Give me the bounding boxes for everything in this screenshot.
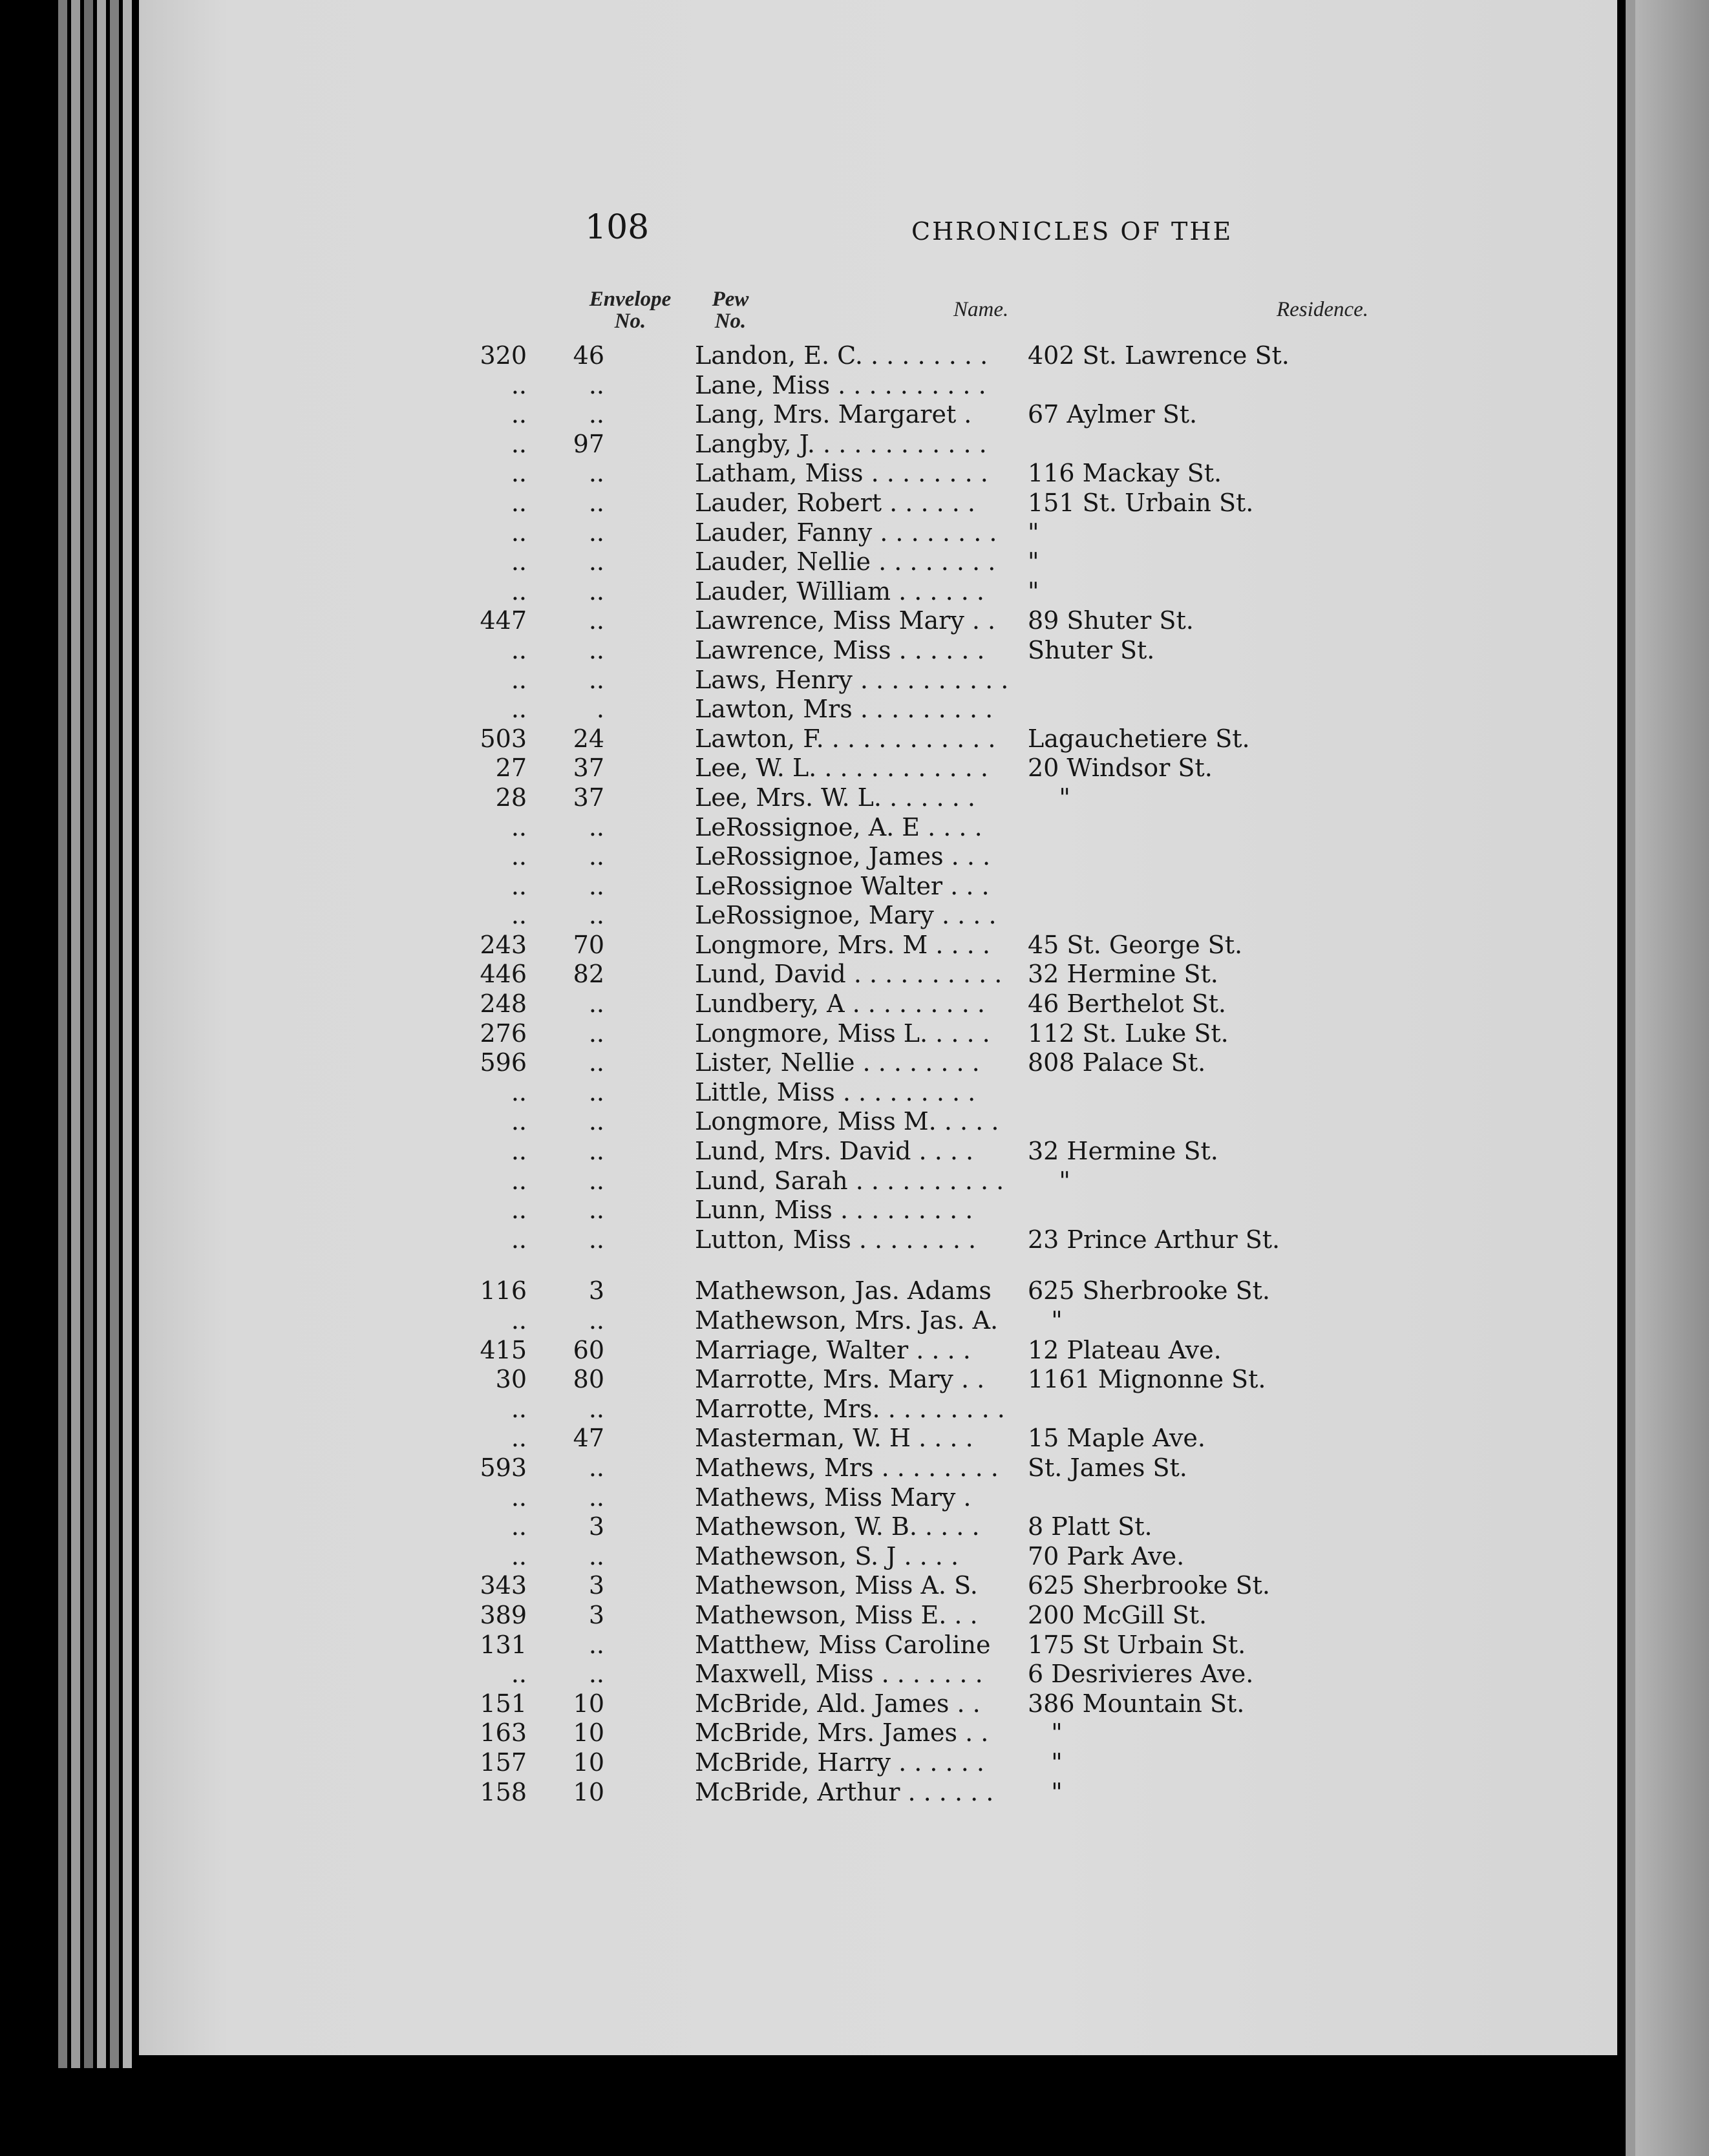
member-name: Latham, Miss . . . . . . . .: [695, 459, 988, 488]
pew-number: 82: [573, 960, 604, 989]
member-name: Lang, Mrs. Margaret .: [695, 400, 972, 429]
pew-number: 37: [573, 754, 604, 783]
list-row: [139, 1225, 1619, 1255]
envelope-number: ..: [511, 842, 527, 871]
list-row: [139, 1395, 1619, 1424]
list-row: [139, 813, 1619, 843]
member-name: Lundbery, A . . . . . . . . .: [695, 989, 985, 1019]
page-edge: [97, 0, 106, 2068]
residence: ": [1028, 547, 1039, 576]
member-name: Mathewson, Miss A. S.: [695, 1571, 978, 1600]
list-row: [139, 1571, 1619, 1601]
member-name: Longmore, Miss M. . . . .: [695, 1107, 999, 1136]
list-row: [139, 842, 1619, 872]
envelope-number: ..: [511, 812, 527, 841]
list-row: [139, 931, 1619, 960]
envelope-number: 389: [480, 1600, 527, 1629]
list-row: [139, 518, 1619, 548]
pew-number: 3: [588, 1600, 604, 1629]
residence: 625 Sherbrooke St.: [1028, 1571, 1270, 1600]
member-name: LeRossignoe, James . . .: [695, 842, 991, 871]
envelope-number: ..: [511, 459, 527, 488]
list-row: [139, 1778, 1619, 1808]
envelope-number: ..: [511, 1483, 527, 1512]
envelope-number: ..: [511, 1660, 527, 1689]
pew-number: ..: [588, 1077, 604, 1106]
list-row: [139, 666, 1619, 695]
member-name: Lawrence, Miss . . . . . .: [695, 635, 985, 664]
residence: 6 Desrivieres Ave.: [1028, 1660, 1254, 1689]
member-name: McBride, Mrs. James . .: [695, 1718, 989, 1748]
envelope-number: ..: [511, 635, 527, 664]
pew-number: ..: [588, 1394, 604, 1423]
list-row: [139, 1137, 1619, 1167]
residence: 15 Maple Ave.: [1028, 1424, 1205, 1453]
envelope-number: 243: [480, 930, 527, 959]
member-name: Lawrence, Miss Mary . .: [695, 606, 996, 635]
pew-number: ..: [588, 1541, 604, 1570]
pew-number: 70: [573, 930, 604, 959]
envelope-number: 30: [495, 1365, 527, 1394]
member-name: Lee, W. L. . . . . . . . . . . .: [695, 754, 988, 783]
residence: 12 Plateau Ave.: [1028, 1335, 1222, 1364]
envelope-number: 343: [480, 1571, 527, 1600]
list-row: [139, 1748, 1619, 1778]
envelope-number: 447: [480, 606, 527, 635]
member-name: Lauder, Robert . . . . . .: [695, 488, 976, 517]
pew-number: 37: [573, 783, 604, 812]
member-name: Longmore, Mrs. M . . . .: [695, 930, 990, 959]
member-name: Mathews, Miss Mary .: [695, 1483, 971, 1512]
envelope-number: 131: [480, 1630, 527, 1659]
column-header-pew: [695, 288, 766, 332]
envelope-number: ..: [511, 370, 527, 399]
pew-number: 3: [588, 1512, 604, 1541]
list-row: [139, 606, 1619, 636]
list-row: [139, 1631, 1619, 1660]
pew-number: 24: [573, 724, 604, 753]
member-name: McBride, Ald. James . .: [695, 1689, 981, 1718]
pew-number: ..: [588, 1660, 604, 1689]
member-name: McBride, Arthur . . . . . .: [695, 1777, 994, 1806]
residence: 20 Windsor St.: [1028, 754, 1213, 783]
envelope-number: 276: [480, 1019, 527, 1048]
list-row: [139, 1453, 1619, 1483]
list-row: [139, 872, 1619, 902]
residence: ": [1028, 518, 1039, 547]
pew-number: ..: [588, 1196, 604, 1225]
residence: 1161 Mignonne St.: [1028, 1365, 1266, 1394]
envelope-number: ..: [511, 576, 527, 606]
list-row: [139, 1483, 1619, 1513]
envelope-number: ..: [511, 1424, 527, 1453]
list-row: [139, 430, 1619, 460]
envelope-number: ..: [511, 1225, 527, 1254]
envelope-number: 320: [480, 341, 527, 370]
pew-number: ..: [588, 812, 604, 841]
list-row: [139, 1336, 1619, 1366]
page-number: 108: [585, 208, 650, 247]
page-edge: [123, 0, 132, 2068]
pew-number: ..: [588, 1107, 604, 1136]
envelope-number: ..: [511, 400, 527, 429]
envelope-number: 248: [480, 989, 527, 1019]
envelope-number: ..: [511, 1394, 527, 1423]
pew-number: .: [596, 695, 604, 724]
pew-number: 10: [573, 1777, 604, 1806]
pew-number: ..: [588, 1453, 604, 1482]
member-name: Lauder, Nellie . . . . . . . .: [695, 547, 996, 576]
list-row: [139, 1365, 1619, 1395]
pew-number: 10: [573, 1689, 604, 1718]
residence: 23 Prince Arthur St.: [1028, 1225, 1280, 1254]
member-name: Lee, Mrs. W. L. . . . . . .: [695, 783, 975, 812]
pew-number: ..: [588, 1137, 604, 1166]
list-row: [139, 1512, 1619, 1542]
list-row: [139, 1078, 1619, 1108]
residence: ": [1028, 1306, 1063, 1335]
list-row: [139, 636, 1619, 666]
pew-number: 60: [573, 1335, 604, 1364]
list-row: [139, 1196, 1619, 1225]
pew-number: 3: [588, 1571, 604, 1600]
member-name: Lister, Nellie . . . . . . . .: [695, 1048, 980, 1077]
column-header-name: Name.: [953, 298, 1009, 321]
envelope-number: ..: [511, 695, 527, 724]
list-row: [139, 1689, 1619, 1719]
envelope-number: ..: [511, 547, 527, 576]
list-row: [139, 371, 1619, 401]
pew-number: ..: [588, 547, 604, 576]
residence: ": [1028, 576, 1039, 606]
column-header-envelope-line2: No.: [614, 310, 646, 333]
envelope-number: 503: [480, 724, 527, 753]
member-name: McBride, Harry . . . . . .: [695, 1748, 984, 1777]
envelope-number: ..: [511, 1306, 527, 1335]
pew-number: ..: [588, 1048, 604, 1077]
residence: 200 McGill St.: [1028, 1600, 1207, 1629]
envelope-number: ..: [511, 429, 527, 458]
envelope-number: 157: [480, 1748, 527, 1777]
residence: ": [1028, 1166, 1070, 1195]
pew-number: ..: [588, 1225, 604, 1254]
list-row: [139, 1306, 1619, 1336]
pew-number: ..: [588, 1306, 604, 1335]
residence: 46 Berthelot St.: [1028, 989, 1227, 1019]
member-name: Lund, David . . . . . . . . . .: [695, 960, 1003, 989]
residence: 116 Mackay St.: [1028, 459, 1222, 488]
envelope-number: ..: [511, 1137, 527, 1166]
pew-number: 10: [573, 1718, 604, 1748]
envelope-number: 415: [480, 1335, 527, 1364]
envelope-number: ..: [511, 901, 527, 930]
member-name: Landon, E. C. . . . . . . . .: [695, 341, 988, 370]
page-edge: [71, 0, 80, 2068]
list-row: [139, 960, 1619, 989]
member-name: Lauder, Fanny . . . . . . . .: [695, 518, 997, 547]
residence: 67 Aylmer St.: [1028, 400, 1198, 429]
residence: ": [1028, 1748, 1063, 1777]
pew-number: ..: [588, 665, 604, 694]
member-name: LeRossignoe Walter . . .: [695, 871, 990, 900]
pew-number: ..: [588, 1630, 604, 1659]
residence: 32 Hermine St.: [1028, 1137, 1218, 1166]
pew-number: 97: [573, 429, 604, 458]
envelope-number: ..: [511, 1512, 527, 1541]
envelope-number: 163: [480, 1718, 527, 1748]
member-name: Mathews, Mrs . . . . . . . .: [695, 1453, 999, 1482]
envelope-number: ..: [511, 665, 527, 694]
member-name: Lawton, F. . . . . . . . . . . .: [695, 724, 996, 753]
envelope-number: ..: [511, 871, 527, 900]
book-page: [139, 0, 1619, 2055]
member-name: Lane, Miss . . . . . . . . . .: [695, 370, 986, 399]
list-row: [139, 724, 1619, 754]
list-row: [139, 901, 1619, 931]
list-row: [139, 577, 1619, 607]
list-row: [139, 1542, 1619, 1572]
pew-number: ..: [588, 488, 604, 517]
pew-number: ..: [588, 370, 604, 399]
list-row: [139, 989, 1619, 1019]
residence: 8 Platt St.: [1028, 1512, 1152, 1541]
list-row: [139, 695, 1619, 724]
list-row: [139, 1107, 1619, 1137]
residence: 45 St. George St.: [1028, 930, 1243, 959]
member-name: Marrotte, Mrs. Mary . .: [695, 1365, 985, 1394]
member-name: LeRossignoe, Mary . . . .: [695, 901, 997, 930]
list-row: [139, 1660, 1619, 1689]
envelope-number: 28: [495, 783, 527, 812]
pew-number: ..: [588, 901, 604, 930]
envelope-number: ..: [511, 1541, 527, 1570]
list-row: [139, 783, 1619, 813]
pew-number: ..: [588, 606, 604, 635]
facing-page-edge-shade: [1635, 0, 1709, 2156]
pew-number: ..: [588, 1166, 604, 1195]
envelope-number: 596: [480, 1048, 527, 1077]
envelope-number: ..: [511, 1166, 527, 1195]
member-name: Marriage, Walter . . . .: [695, 1335, 971, 1364]
member-name: Laws, Henry . . . . . . . . . .: [695, 665, 1009, 694]
list-row: [139, 1167, 1619, 1196]
residence: Shuter St.: [1028, 635, 1155, 664]
list-row: [139, 1718, 1619, 1748]
column-header-residence: Residence.: [1277, 298, 1369, 321]
member-name: Lund, Mrs. David . . . .: [695, 1137, 974, 1166]
envelope-number: ..: [511, 488, 527, 517]
residence: 625 Sherbrooke St.: [1028, 1276, 1270, 1305]
residence: ": [1028, 1777, 1063, 1806]
column-header-envelope-line1: Envelope: [589, 288, 672, 311]
pew-number: ..: [588, 459, 604, 488]
pew-number: ..: [588, 989, 604, 1019]
residence: 32 Hermine St.: [1028, 960, 1218, 989]
list-row: [139, 1048, 1619, 1078]
list-row: [139, 400, 1619, 430]
envelope-number: 151: [480, 1689, 527, 1718]
envelope-number: 446: [480, 960, 527, 989]
member-name: Mathewson, Miss E. . .: [695, 1600, 978, 1629]
member-name: LeRossignoe, A. E . . . .: [695, 812, 982, 841]
member-name: Maxwell, Miss . . . . . . .: [695, 1660, 983, 1689]
residence: 402 St. Lawrence St.: [1028, 341, 1290, 370]
envelope-number: 116: [480, 1276, 527, 1305]
envelope-number: ..: [511, 518, 527, 547]
envelope-number: 27: [495, 754, 527, 783]
member-name: Marrotte, Mrs. . . . . . . . .: [695, 1394, 1005, 1423]
member-name: Lunn, Miss . . . . . . . . .: [695, 1196, 973, 1225]
pew-number: ..: [588, 871, 604, 900]
residence: St. James St.: [1028, 1453, 1187, 1482]
member-name: Lawton, Mrs . . . . . . . . .: [695, 695, 993, 724]
running-title: CHRONICLES OF THE: [911, 217, 1233, 246]
member-name: Mathewson, Jas. Adams: [695, 1276, 992, 1305]
page-edge: [84, 0, 93, 2068]
list-row: [139, 459, 1619, 489]
member-name: Longmore, Miss L. . . . .: [695, 1019, 990, 1048]
list-row: [139, 1424, 1619, 1453]
column-header-pew-line2: No.: [714, 310, 747, 333]
member-name: Little, Miss . . . . . . . . .: [695, 1077, 976, 1106]
list-row: [139, 1601, 1619, 1631]
residence: Lagauchetiere St.: [1028, 724, 1250, 753]
list-row: [139, 1019, 1619, 1049]
residence: ": [1028, 1718, 1063, 1748]
residence: 808 Palace St.: [1028, 1048, 1206, 1077]
envelope-number: ..: [511, 1196, 527, 1225]
residence: 70 Park Ave.: [1028, 1541, 1185, 1570]
residence: 175 St Urbain St.: [1028, 1630, 1246, 1659]
pew-number: ..: [588, 576, 604, 606]
member-name: Matthew, Miss Caroline: [695, 1630, 991, 1659]
list-row: [139, 1276, 1619, 1306]
envelope-number: ..: [511, 1077, 527, 1106]
pew-number: ..: [588, 1019, 604, 1048]
column-header-pew-line1: Pew: [712, 288, 749, 311]
member-name: Masterman, W. H . . . .: [695, 1424, 973, 1453]
list-row: [139, 489, 1619, 518]
pew-number: 3: [588, 1276, 604, 1305]
residence: 151 St. Urbain St.: [1028, 488, 1254, 517]
pew-number: 46: [573, 341, 604, 370]
list-row: [139, 341, 1619, 371]
pew-number: ..: [588, 635, 604, 664]
residence: 89 Shuter St.: [1028, 606, 1194, 635]
list-row: [139, 754, 1619, 783]
pew-number: ..: [588, 518, 604, 547]
envelope-number: 158: [480, 1777, 527, 1806]
member-name: Mathewson, Mrs. Jas. A.: [695, 1306, 999, 1335]
residence: ": [1028, 783, 1070, 812]
residence: 112 St. Luke St.: [1028, 1019, 1229, 1048]
member-name: Lund, Sarah . . . . . . . . . .: [695, 1166, 1004, 1195]
residence: 386 Mountain St.: [1028, 1689, 1245, 1718]
pew-number: 80: [573, 1365, 604, 1394]
member-list: [139, 341, 1619, 1807]
member-name: Mathewson, W. B. . . . .: [695, 1512, 980, 1541]
column-header-envelope: [579, 288, 682, 332]
list-row: [139, 547, 1619, 577]
envelope-number: 593: [480, 1453, 527, 1482]
member-name: Lauder, William . . . . . .: [695, 576, 984, 606]
pew-number: ..: [588, 400, 604, 429]
member-name: Langby, J. . . . . . . . . . . .: [695, 429, 987, 458]
pew-number: ..: [588, 1483, 604, 1512]
pew-number: 47: [573, 1424, 604, 1453]
page-edge: [110, 0, 119, 2068]
pew-number: ..: [588, 842, 604, 871]
page-edge: [58, 0, 67, 2068]
member-name: Mathewson, S. J . . . .: [695, 1541, 959, 1570]
envelope-number: ..: [511, 1107, 527, 1136]
pew-number: 10: [573, 1748, 604, 1777]
member-name: Lutton, Miss . . . . . . . .: [695, 1225, 977, 1254]
